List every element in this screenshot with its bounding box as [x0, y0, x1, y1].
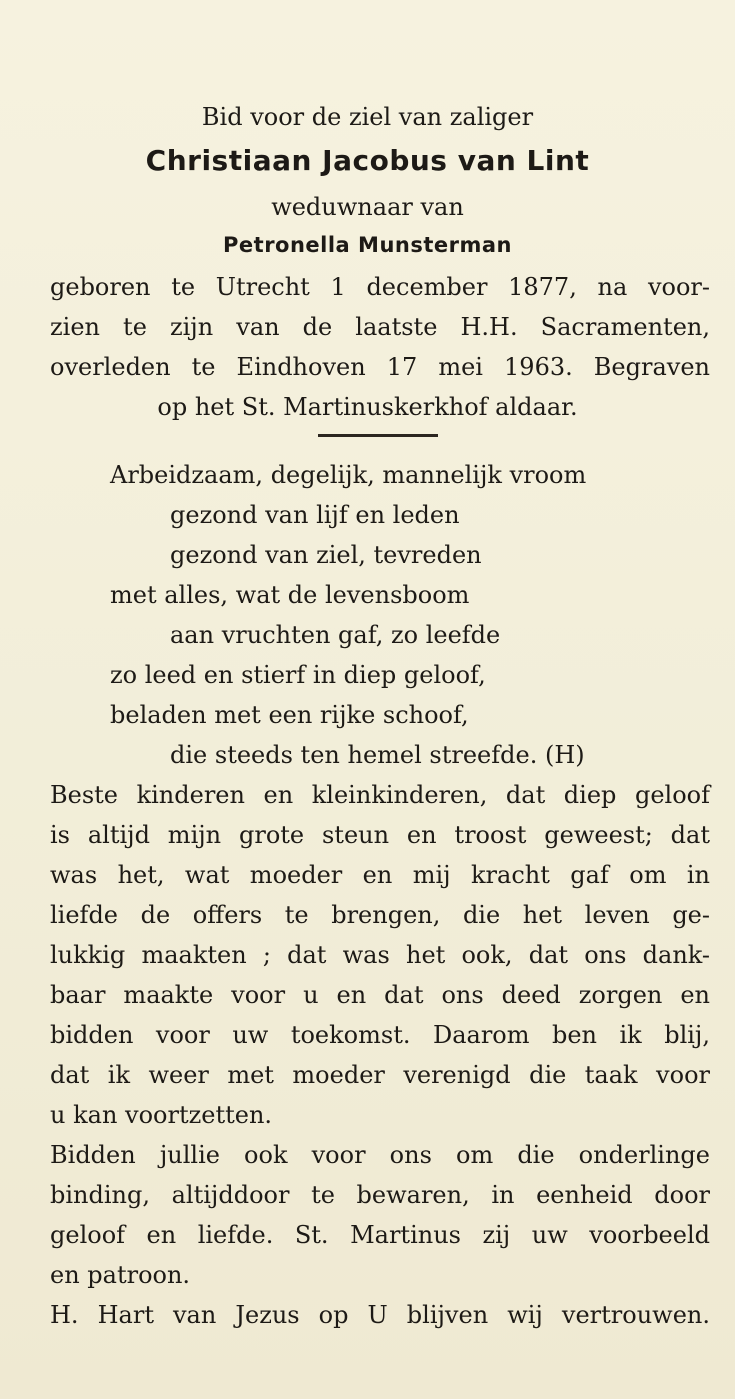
- message-line: u kan voortzetten.: [50, 1101, 273, 1129]
- bio-line: geboren te Utrecht 1 december 1877, na voor-: [50, 273, 710, 301]
- bio-line: overleden te Eindhoven 17 mei 1963. Begraven: [50, 353, 710, 381]
- widower-of: weduwnaar van: [271, 193, 464, 221]
- message-line: bidden voor uw toekomst. Daarom ben ik blij,: [50, 1021, 710, 1049]
- poem-line: zo leed en stierf in diep geloof,: [110, 661, 486, 689]
- poem-line: gezond van lijf en leden: [170, 501, 460, 529]
- closing-prayer: H. Hart van Jezus op U blijven wij vertrouwen.: [50, 1301, 710, 1329]
- message-line: lukkig maakten ; dat was het ook, dat ons dank-: [50, 941, 710, 969]
- poem-line: die steeds ten hemel streefde. (H): [170, 741, 585, 769]
- message-line: liefde de offers te brengen, die het leven ge-: [50, 901, 710, 929]
- spouse-name: Petronella Munsterman: [223, 233, 512, 257]
- message-line: en patroon.: [50, 1261, 191, 1289]
- message-line: Beste kinderen en kleinkinderen, dat diep geloof: [50, 781, 710, 809]
- message-line: Bidden jullie ook voor ons om die onderlinge: [50, 1141, 710, 1169]
- message-line: binding, altijddoor te bewaren, in eenheid door: [50, 1181, 710, 1209]
- message-line: dat ik weer met moeder verenigd die taak voor: [50, 1061, 710, 1089]
- poem-line: aan vruchten gaf, zo leefde: [170, 621, 501, 649]
- divider-rule: [318, 434, 438, 437]
- bio-line: op het St. Martinuskerkhof aldaar.: [157, 393, 578, 421]
- poem-line: Arbeidzaam, degelijk, mannelijk vroom: [110, 461, 587, 489]
- message-line: is altijd mijn grote steun en troost geweest; dat: [50, 821, 710, 849]
- poem-line: gezond van ziel, tevreden: [170, 541, 482, 569]
- message-line: geloof en liefde. St. Martinus zij uw voorbeeld: [50, 1221, 710, 1249]
- poem-line: beladen met een rijke schoof,: [110, 701, 469, 729]
- prayer-intro: Bid voor de ziel van zaliger: [201, 103, 534, 131]
- bio-line: zien te zijn van de laatste H.H. Sacramenten,: [50, 313, 710, 341]
- deceased-name: Christiaan Jacobus van Lint: [145, 144, 590, 177]
- poem-line: met alles, wat de levensboom: [110, 581, 470, 609]
- message-line: baar maakte voor u en dat ons deed zorgen en: [50, 981, 710, 1009]
- message-line: was het, wat moeder en mij kracht gaf om in: [50, 861, 710, 889]
